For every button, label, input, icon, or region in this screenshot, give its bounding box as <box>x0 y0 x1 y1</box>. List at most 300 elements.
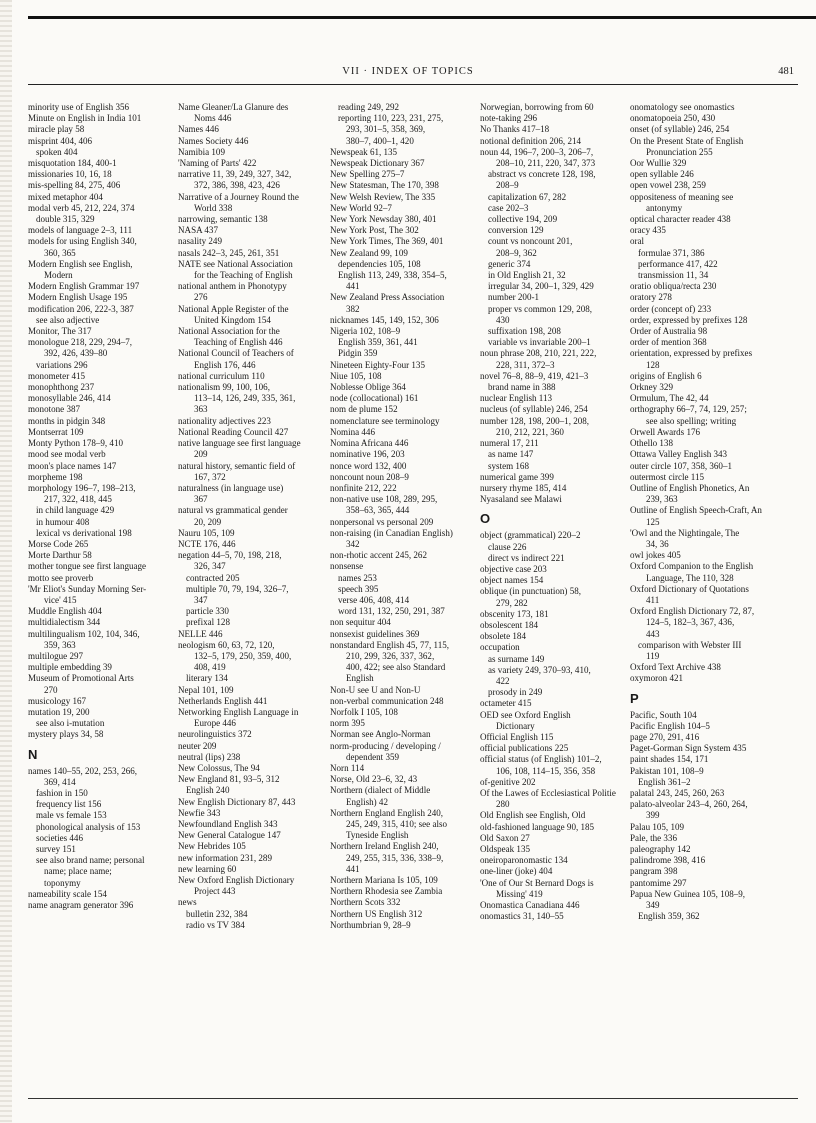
index-subentry: 358–63, 365, 444 <box>346 505 410 516</box>
index-entry: New York Times, The 369, 401 <box>330 236 444 247</box>
index-subentry: 210, 299, 326, 337, 362, <box>346 650 435 661</box>
index-entry: monosyllable 246, 414 <box>28 393 111 404</box>
index-entry: national curriculum 110 <box>178 370 265 381</box>
index-entry: motto see proverb <box>28 572 94 583</box>
index-entry: news <box>178 897 197 908</box>
index-subentry: brand name in 388 <box>488 382 556 393</box>
index-subentry: toponymy <box>44 877 81 888</box>
index-entry: paint shades 154, 171 <box>630 754 709 765</box>
index-entry: NATE see National Association <box>178 258 293 269</box>
index-entry: neutral (lips) 238 <box>178 751 241 762</box>
index-subentry: Modern <box>44 270 73 281</box>
index-entry: official publications 225 <box>480 743 569 754</box>
index-entry: notional definition 206, 214 <box>480 135 582 146</box>
index-entry: non-native use 108, 289, 295, <box>330 494 438 505</box>
index-subentry: for the Teaching of English <box>194 270 293 281</box>
index-subentry: 279, 282 <box>496 597 528 608</box>
index-subentry: performance 417, 422 <box>638 258 718 269</box>
index-entry: Papua New Guinea 105, 108–9, <box>630 888 746 899</box>
index-subentry: irregular 34, 200–1, 329, 429 <box>488 281 594 292</box>
index-entry: one-liner (joke) 404 <box>480 866 553 877</box>
index-entry: paleography 142 <box>630 844 691 854</box>
index-entry: numerical game 399 <box>480 471 554 482</box>
index-subentry: 359, 363 <box>44 639 76 650</box>
index-entry: On the Present State of English <box>630 135 744 146</box>
index-subentry: 20, 209 <box>194 516 222 527</box>
index-entry: obsolete 184 <box>480 631 526 642</box>
index-entry: norm-producing / developing / <box>330 740 441 751</box>
index-entry: nameability scale 154 <box>28 888 107 899</box>
index-entry: pangram 398 <box>630 866 678 877</box>
index-entry: Nauru 105, 109 <box>178 527 235 538</box>
index-subentry: generic 374 <box>488 258 531 269</box>
index-subentry: 367 <box>194 494 208 505</box>
index-subentry: male vs female 153 <box>36 810 107 821</box>
index-entry: Official English 115 <box>480 731 554 742</box>
index-entry: Onomastica Canadiana 446 <box>480 900 580 911</box>
index-entry: New Welsh Review, The 335 <box>330 191 436 202</box>
index-entry: modification 206, 222-3, 387 <box>28 303 134 314</box>
index-subentry: Dictionary <box>496 720 535 731</box>
index-entry: open syllable 246 <box>630 169 694 180</box>
index-subentry: 245, 249, 315, 410; see also <box>346 819 448 829</box>
index-entry: multilingualism 102, 104, 346, <box>28 628 140 639</box>
letter-heading: N <box>28 746 38 762</box>
index-subentry: word 131, 132, 250, 291, 387 <box>338 606 445 617</box>
index-subentry: see also spelling; writing <box>646 415 737 426</box>
index-subentry: 342 <box>346 538 360 549</box>
index-entry: Newfoundland English 343 <box>178 819 278 829</box>
index-entry: mystery plays 34, 58 <box>28 729 104 740</box>
index-subentry: double 315, 329 <box>36 214 95 225</box>
index-subentry: names 253 <box>338 572 377 583</box>
page-number: 481 <box>778 66 794 77</box>
index-entry: onomatopoeia 250, 430 <box>630 113 716 124</box>
index-entry: onset (of syllable) 246, 254 <box>630 124 730 135</box>
index-subentry: Pidgin 359 <box>338 348 378 359</box>
index-entry: Orkney 329 <box>630 382 673 393</box>
index-entry: Northern Rhodesia see Zambia <box>330 886 443 897</box>
index-entry: Namibia 109 <box>178 146 225 157</box>
index-subentry: Teaching of English 446 <box>194 337 283 348</box>
index-subentry: English 176, 446 <box>194 359 256 370</box>
index-entry: New General Catalogue 147 <box>178 830 281 841</box>
index-entry: Nomina Africana 446 <box>330 438 409 449</box>
index-entry: oblique (in punctuation) 58, <box>480 586 582 597</box>
index-subentry: English 361–2 <box>638 776 691 787</box>
index-subentry: 128 <box>646 359 660 370</box>
index-subentry: as variety 249, 370–93, 410, <box>488 664 591 675</box>
index-subentry: multiple 70, 79, 194, 326–7, <box>186 583 289 594</box>
index-subentry: transmission 11, 34 <box>638 270 709 281</box>
footer-rule <box>28 1098 798 1099</box>
index-subentry: English 359, 362 <box>638 911 700 922</box>
index-entry: musicology 167 <box>28 695 87 706</box>
index-entry: monologue 218, 229, 294–7, <box>28 337 133 348</box>
index-columns <box>28 102 798 1092</box>
index-subentry: dependent 359 <box>346 751 400 762</box>
index-entry: natural vs grammatical gender <box>178 505 288 516</box>
index-subentry: conversion 129 <box>488 225 544 236</box>
index-subentry: literary 134 <box>186 673 228 684</box>
index-subentry: 210, 212, 221, 360 <box>496 426 564 437</box>
index-subentry: Europe 446 <box>194 718 236 729</box>
index-subentry: name; place name; <box>44 866 112 877</box>
index-entry: Ormulum, The 42, 44 <box>630 393 709 404</box>
index-entry: New World 92–7 <box>330 202 392 213</box>
index-entry: Othello 138 <box>630 438 673 449</box>
index-entry: Morte Darthur 58 <box>28 550 92 561</box>
index-entry: non-verbal communication 248 <box>330 695 444 706</box>
page-edge <box>0 0 12 1123</box>
index-subentry: 124–5, 182–3, 367, 436, <box>646 617 735 628</box>
index-entry: Pale, the 336 <box>630 832 677 843</box>
index-subentry: 119 <box>646 650 660 661</box>
index-entry: Outline of English Speech-Craft, An <box>630 505 762 516</box>
index-entry: objective case 203 <box>480 563 547 574</box>
index-subentry: 441 <box>346 281 360 292</box>
index-subentry: 369, 414 <box>44 776 76 787</box>
index-subentry: reporting 110, 223, 231, 275, <box>338 113 444 124</box>
index-subentry: abstract vs concrete 128, 198, <box>488 169 596 180</box>
index-entry: obsolescent 184 <box>480 619 539 630</box>
index-entry: nomenclature see terminology <box>330 415 440 426</box>
index-subentry: 113–14, 126, 249, 335, 361, <box>194 393 296 404</box>
index-subentry: in humour 408 <box>36 516 90 527</box>
index-entry: new learning 60 <box>178 863 237 874</box>
index-entry: Names 446 <box>178 124 219 135</box>
index-subentry: comparison with Webster III <box>638 639 742 650</box>
index-subentry: 392, 426, 439–80 <box>44 348 108 359</box>
index-entry: missionaries 10, 16, 18 <box>28 169 112 180</box>
index-entry: nonsense <box>330 561 364 572</box>
index-entry: national anthem in Phonotypy <box>178 281 287 292</box>
index-subentry: 276 <box>194 292 208 303</box>
index-subentry: 106, 108, 114–15, 356, 358 <box>496 765 596 776</box>
index-entry: naturalness (in language use) <box>178 482 284 493</box>
index-entry: 'Mr Eliot's Sunday Morning Ser- <box>28 583 147 594</box>
running-head: VII · INDEX OF TOPICS <box>342 66 474 77</box>
page-header <box>0 66 816 80</box>
index-entry: of-genitive 202 <box>480 776 536 787</box>
index-entry: monometer 415 <box>28 370 86 381</box>
index-entry: moon's place names 147 <box>28 460 117 471</box>
index-subentry: see also brand name; personal <box>36 855 145 866</box>
index-subentry: Pronunciation 255 <box>646 146 713 157</box>
index-entry: Newspeak 61, 135 <box>330 146 398 157</box>
top-rule <box>28 16 816 19</box>
index-entry: Non-U see U and Non-U <box>330 684 421 695</box>
index-entry: Palau 105, 109 <box>630 821 685 832</box>
index-subentry: 422 <box>496 675 510 686</box>
index-subentry: 132–5, 179, 250, 359, 400, <box>194 650 292 661</box>
index-subentry: 280 <box>496 799 510 810</box>
index-entry: NCTE 176, 446 <box>178 538 236 549</box>
index-subentry: bulletin 232, 384 <box>186 908 248 919</box>
index-entry: 'Owl and the Nightingale, The <box>630 527 740 538</box>
index-subentry: 326, 347 <box>194 561 226 572</box>
index-entry: New Spelling 275–7 <box>330 169 405 180</box>
index-entry: nonpersonal vs personal 209 <box>330 516 434 527</box>
index-subentry: 208–9 <box>496 180 519 191</box>
index-subentry: in Old English 21, 32 <box>488 270 566 281</box>
index-entry: order (concept of) 233 <box>630 303 712 314</box>
index-subentry: collective 194, 209 <box>488 214 558 225</box>
index-entry: occupation <box>480 642 520 653</box>
index-subentry: 209 <box>194 449 208 460</box>
index-entry: oneiroparonomastic 134 <box>480 855 568 866</box>
index-subentry: antonymy <box>646 202 683 213</box>
index-entry: misprint 404, 406 <box>28 135 93 146</box>
index-entry: Museum of Promotional Arts <box>28 673 134 684</box>
index-entry: Newspeak Dictionary 367 <box>330 158 425 169</box>
index-subentry: Language, The 110, 328 <box>646 572 734 583</box>
index-entry: Modern English Grammar 197 <box>28 281 140 292</box>
index-entry: models for using English 340, <box>28 236 137 247</box>
index-entry: Norman see Anglo-Norman <box>330 729 431 740</box>
index-entry: Norse, Old 23–6, 32, 43 <box>330 774 418 785</box>
index-entry: Monitor, The 317 <box>28 326 92 337</box>
index-entry: monotone 387 <box>28 404 81 415</box>
index-entry: nucleus (of syllable) 246, 254 <box>480 404 588 415</box>
index-entry: miracle play 58 <box>28 124 85 135</box>
index-subentry: English 359, 361, 441 <box>338 337 418 348</box>
index-entry: number 128, 198, 200–1, 208, <box>480 415 590 426</box>
index-entry: New Zealand 99, 109 <box>330 247 408 258</box>
index-subentry: 239, 363 <box>646 494 678 505</box>
index-entry: non sequitur 404 <box>330 617 391 628</box>
index-entry: minority use of English 356 <box>28 102 130 112</box>
index-entry: Ottawa Valley English 343 <box>630 449 728 460</box>
index-entry: neuter 209 <box>178 740 217 751</box>
index-entry: models of language 2–3, 111 <box>28 225 133 236</box>
index-entry: Narrative of a Journey Round the <box>178 191 299 202</box>
index-entry: open vowel 238, 259 <box>630 180 706 191</box>
index-subentry: 408, 419 <box>194 662 226 673</box>
letter-heading: P <box>630 690 639 706</box>
index-subentry: 249, 255, 315, 336, 338–9, <box>346 852 444 863</box>
index-entry: oral <box>630 236 645 247</box>
index-entry: octameter 415 <box>480 698 532 709</box>
index-entry: No Thanks 417–18 <box>480 124 550 135</box>
index-subentry: phonological analysis of 153 <box>36 821 141 832</box>
index-entry: Oxford Companion to the English <box>630 561 754 572</box>
index-entry: New Colossus, The 94 <box>178 762 260 773</box>
index-entry: palindrome 398, 416 <box>630 855 706 866</box>
index-subentry: 228, 311, 372–3 <box>496 359 555 370</box>
index-subentry: 382 <box>346 303 360 314</box>
index-subentry: number 200-1 <box>488 292 540 303</box>
index-entry: natural history, semantic field of <box>178 460 296 471</box>
index-subentry: United Kingdom 154 <box>194 314 271 325</box>
index-entry: Northern Mariana Is 105, 109 <box>330 875 438 886</box>
index-entry: New Statesman, The 170, 398 <box>330 180 439 191</box>
index-entry: old-fashioned language 90, 185 <box>480 821 595 832</box>
index-entry: Oxford English Dictionary 72, 87, <box>630 606 755 617</box>
index-subentry: 167, 372 <box>194 471 226 482</box>
index-subentry: 363 <box>194 404 208 415</box>
header-rule <box>28 84 798 85</box>
index-entry: non-raising (in Canadian English) <box>330 527 453 538</box>
index-entry: OED see Oxford English <box>480 709 571 720</box>
index-subentry: direct vs indirect 221 <box>488 552 565 563</box>
index-entry: Old English see English, Old <box>480 810 586 821</box>
index-entry: Modern English Usage 195 <box>28 292 128 303</box>
index-subentry: dependencies 105, 108 <box>338 258 421 269</box>
index-entry: mutation 19, 200 <box>28 706 90 717</box>
index-subentry: survey 151 <box>36 844 76 854</box>
index-entry: Morse Code 265 <box>28 538 89 549</box>
index-entry: Order of Australia 98 <box>630 326 708 337</box>
index-entry: novel 76–8, 88–9, 419, 421–3 <box>480 370 589 381</box>
index-entry: Nineteen Eighty-Four 135 <box>330 359 425 370</box>
index-entry: Newfie 343 <box>178 807 221 818</box>
index-subentry: reading 249, 292 <box>338 102 400 112</box>
index-column <box>630 102 798 1092</box>
index-subentry: English <box>346 673 374 684</box>
index-entry: onomatology see onomastics <box>630 102 735 112</box>
index-entry: Norwegian, borrowing from 60 <box>480 102 594 112</box>
index-subentry: system 168 <box>488 460 529 471</box>
index-entry: Minute on English in India 101 <box>28 113 142 124</box>
index-entry: Northern England English 240, <box>330 807 444 818</box>
index-entry: Northern (dialect of Middle <box>330 785 431 796</box>
index-subentry: 360, 365 <box>44 247 76 258</box>
index-entry: Of the Lawes of Ecclesiastical Politie <box>480 787 616 798</box>
index-subentry: spoken 404 <box>36 146 78 157</box>
index-entry: Northern Ireland English 240, <box>330 841 439 852</box>
index-subentry: contracted 205 <box>186 572 240 583</box>
index-entry: outer circle 107, 358, 360–1 <box>630 460 733 471</box>
index-entry: Pakistan 101, 108–9 <box>630 765 704 776</box>
index-subentry: fashion in 150 <box>36 787 88 798</box>
index-entry: National Apple Register of the <box>178 303 289 314</box>
index-entry: months in pidgin 348 <box>28 415 106 426</box>
index-entry: palato-alveolar 243–4, 260, 264, <box>630 799 748 810</box>
index-entry: nonce word 132, 400 <box>330 460 407 471</box>
index-subentry: prosody in 249 <box>488 687 543 698</box>
index-entry: new information 231, 289 <box>178 852 272 863</box>
index-entry: New York Newsday 380, 401 <box>330 214 437 225</box>
index-entry: Muddle English 404 <box>28 606 102 617</box>
index-entry: pantomime 297 <box>630 877 687 888</box>
index-entry: Nigeria 102, 108–9 <box>330 326 401 337</box>
index-entry: page 270, 291, 416 <box>630 731 700 742</box>
index-entry: origins of English 6 <box>630 370 702 381</box>
index-entry: Monty Python 178–9, 410 <box>28 438 124 449</box>
index-subentry: 217, 322, 418, 445 <box>44 494 112 505</box>
index-entry: noun phrase 208, 210, 221, 222, <box>480 348 597 359</box>
index-subentry: see also i-mutation <box>36 718 105 729</box>
index-entry: order of mention 368 <box>630 337 707 348</box>
index-subentry: Tyneside English <box>346 830 409 841</box>
index-entry: New Oxford English Dictionary <box>178 875 295 886</box>
index-entry: numeral 17, 211 <box>480 438 539 449</box>
index-subentry: proper vs common 129, 208, <box>488 303 593 314</box>
index-entry: order, expressed by prefixes 128 <box>630 314 748 325</box>
index-subentry: 208–9, 362 <box>496 247 537 258</box>
index-entry: negation 44–5, 70, 198, 218, <box>178 550 282 561</box>
index-entry: neologism 60, 63, 72, 120, <box>178 639 275 650</box>
index-subentry: in child language 429 <box>36 505 115 516</box>
index-entry: native language see first language <box>178 438 301 449</box>
index-column <box>28 102 176 1092</box>
index-entry: Oor Wullie 329 <box>630 158 687 169</box>
index-entry: nasality 249 <box>178 236 222 247</box>
index-entry: names 140–55, 202, 253, 266, <box>28 765 138 776</box>
index-entry: Pacific, South 104 <box>630 709 697 720</box>
index-entry: monophthong 237 <box>28 382 95 393</box>
index-subentry: capitalization 67, 282 <box>488 191 567 202</box>
letter-heading: O <box>480 511 491 527</box>
index-subentry: suffixation 198, 208 <box>488 326 561 337</box>
index-subentry: 293, 301–5, 358, 369, <box>346 124 426 135</box>
index-column <box>178 102 328 1092</box>
index-entry: oppositeness of meaning see <box>630 191 734 202</box>
index-entry: note-taking 296 <box>480 113 538 124</box>
index-subentry: vice' 415 <box>44 594 77 605</box>
index-entry: noncount noun 208–9 <box>330 471 409 482</box>
index-subentry: 443 <box>646 628 660 639</box>
index-subentry: 208–10, 211, 220, 347, 373 <box>496 158 596 169</box>
index-entry: Nepal 101, 109 <box>178 684 234 695</box>
index-subentry: radio vs TV 384 <box>186 919 245 930</box>
index-entry: official status (of English) 101–2, <box>480 754 602 765</box>
index-entry: nominative 196, 203 <box>330 449 405 460</box>
index-subentry: Noms 446 <box>194 113 232 124</box>
index-entry: owl jokes 405 <box>630 550 681 561</box>
index-entry: oxymoron 421 <box>630 673 684 684</box>
index-entry: nuclear English 113 <box>480 393 553 404</box>
index-subentry: 380–7, 400–1, 420 <box>346 135 414 146</box>
index-entry: nationalism 99, 100, 106, <box>178 382 270 393</box>
index-entry: object (grammatical) 220–2 <box>480 530 581 541</box>
index-subentry: 441 <box>346 863 360 874</box>
index-entry: onomastics 31, 140–55 <box>480 911 564 922</box>
index-subentry: as surname 149 <box>488 653 545 664</box>
index-entry: NELLE 446 <box>178 628 223 639</box>
index-entry: New England 81, 93–5, 312 <box>178 774 280 785</box>
index-entry: outermost circle 115 <box>630 471 705 482</box>
index-subentry: societies 446 <box>36 832 83 843</box>
index-entry: New Zealand Press Association <box>330 292 445 303</box>
index-entry: Paget-Gorman Sign System 435 <box>630 743 747 754</box>
index-subentry: speech 395 <box>338 583 379 594</box>
index-entry: Outline of English Phonetics, An <box>630 482 750 493</box>
index-entry: non-rhotic accent 245, 262 <box>330 550 427 561</box>
index-entry: neurolinguistics 372 <box>178 729 252 740</box>
index-subentry: English 113, 249, 338, 354–5, <box>338 270 447 281</box>
index-entry: Oxford Text Archive 438 <box>630 662 721 673</box>
index-subentry: 34, 36 <box>646 538 669 549</box>
index-entry: object names 154 <box>480 575 544 586</box>
index-entry: oratory 278 <box>630 292 672 303</box>
index-entry: oratio obliqua/recta 230 <box>630 281 717 292</box>
index-entry: mis-spelling 84, 275, 406 <box>28 180 121 191</box>
index-entry: Niue 105, 108 <box>330 370 382 381</box>
index-subentry: 430 <box>496 314 510 325</box>
index-subentry: formulae 371, 386 <box>638 247 705 258</box>
index-entry: multilogue 297 <box>28 650 84 661</box>
index-entry: nationality adjectives 223 <box>178 415 271 426</box>
index-entry: National Association for the <box>178 326 280 337</box>
index-entry: multiple embedding 39 <box>28 662 112 673</box>
index-entry: Montserrat 109 <box>28 426 84 437</box>
index-entry: Oldspeak 135 <box>480 844 531 854</box>
index-entry: oracy 435 <box>630 225 666 236</box>
index-entry: Modern English see English, <box>28 258 133 269</box>
index-entry: misquotation 184, 400-1 <box>28 158 117 169</box>
